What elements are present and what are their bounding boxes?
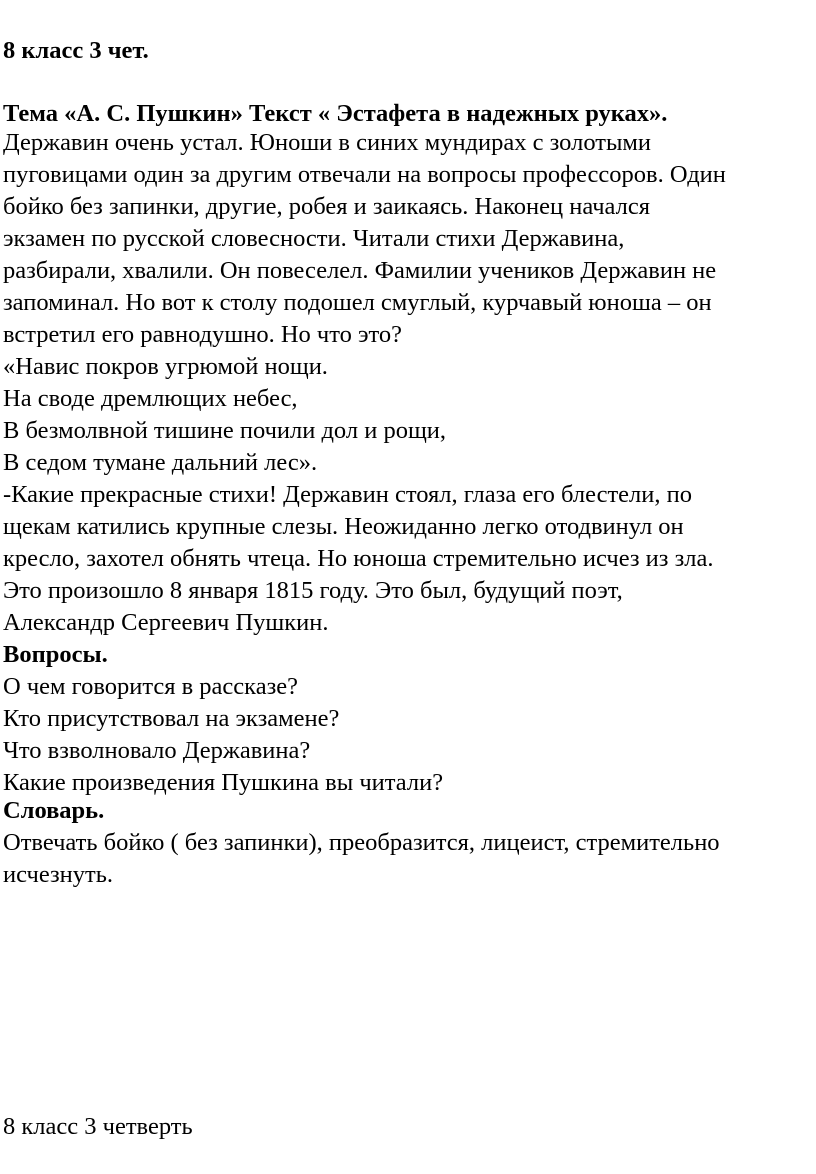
story-line: встретил его равнодушно. Но что это? xyxy=(3,321,402,348)
vocabulary-line: исчезнуть. xyxy=(3,861,114,888)
question-item: Кто присутствовал на экзамене? xyxy=(3,705,340,732)
ending-line: щекам катились крупные слезы. Неожиданно легко отодвинул он xyxy=(3,513,684,540)
vocabulary-line: Отвечать бойко ( без запинки), преобразится, лицеист, стремительно xyxy=(3,829,720,856)
question-item: Что взволновало Державина? xyxy=(3,737,311,764)
story-line: бойко без запинки, другие, робея и заикаясь. Наконец начался xyxy=(3,193,651,220)
ending-line: Александр Сергеевич Пушкин. xyxy=(3,609,329,636)
story-line: Державин очень устал. Юноши в синих мундирах с золотыми xyxy=(3,129,652,156)
story-line: экзамен по русской словесности. Читали стихи Державина, xyxy=(3,225,625,252)
story-line: разбирали, хвалили. Он повеселел. Фамилии учеников Державин не xyxy=(3,257,717,284)
topic-title: Тема «А. С. Пушкин» Текст « Эстафета в надежных руках». xyxy=(3,100,668,127)
question-item: Какие произведения Пушкина вы читали? xyxy=(3,769,444,796)
document-footer: 8 класс 3 четверть xyxy=(3,1113,193,1140)
story-line: запоминал. Но вот к столу подошел смуглый, курчавый юноша – он xyxy=(3,289,712,316)
questions-heading: Вопросы. xyxy=(3,641,108,668)
ending-line: Это произошло 8 января 1815 году. Это был, будущий поэт, xyxy=(3,577,623,604)
poem-line: В безмолвной тишине почили дол и рощи, xyxy=(3,417,447,444)
poem-line: В седом тумане дальний лес». xyxy=(3,449,318,476)
story-line: пуговицами один за другим отвечали на вопросы профессоров. Один xyxy=(3,161,726,188)
poem-line: «Навис покров угрюмой нощи. xyxy=(3,353,328,380)
ending-line: кресло, захотел обнять чтеца. Но юноша стремительно исчез из зла. xyxy=(3,545,714,572)
ending-line: -Какие прекрасные стихи! Державин стоял, глаза его блестели, по xyxy=(3,481,692,508)
question-item: О чем говорится в рассказе? xyxy=(3,673,299,700)
vocabulary-heading: Словарь. xyxy=(3,797,105,824)
document-header: 8 класс 3 чет. xyxy=(3,37,149,64)
poem-line: На своде дремлющих небес, xyxy=(3,385,298,412)
